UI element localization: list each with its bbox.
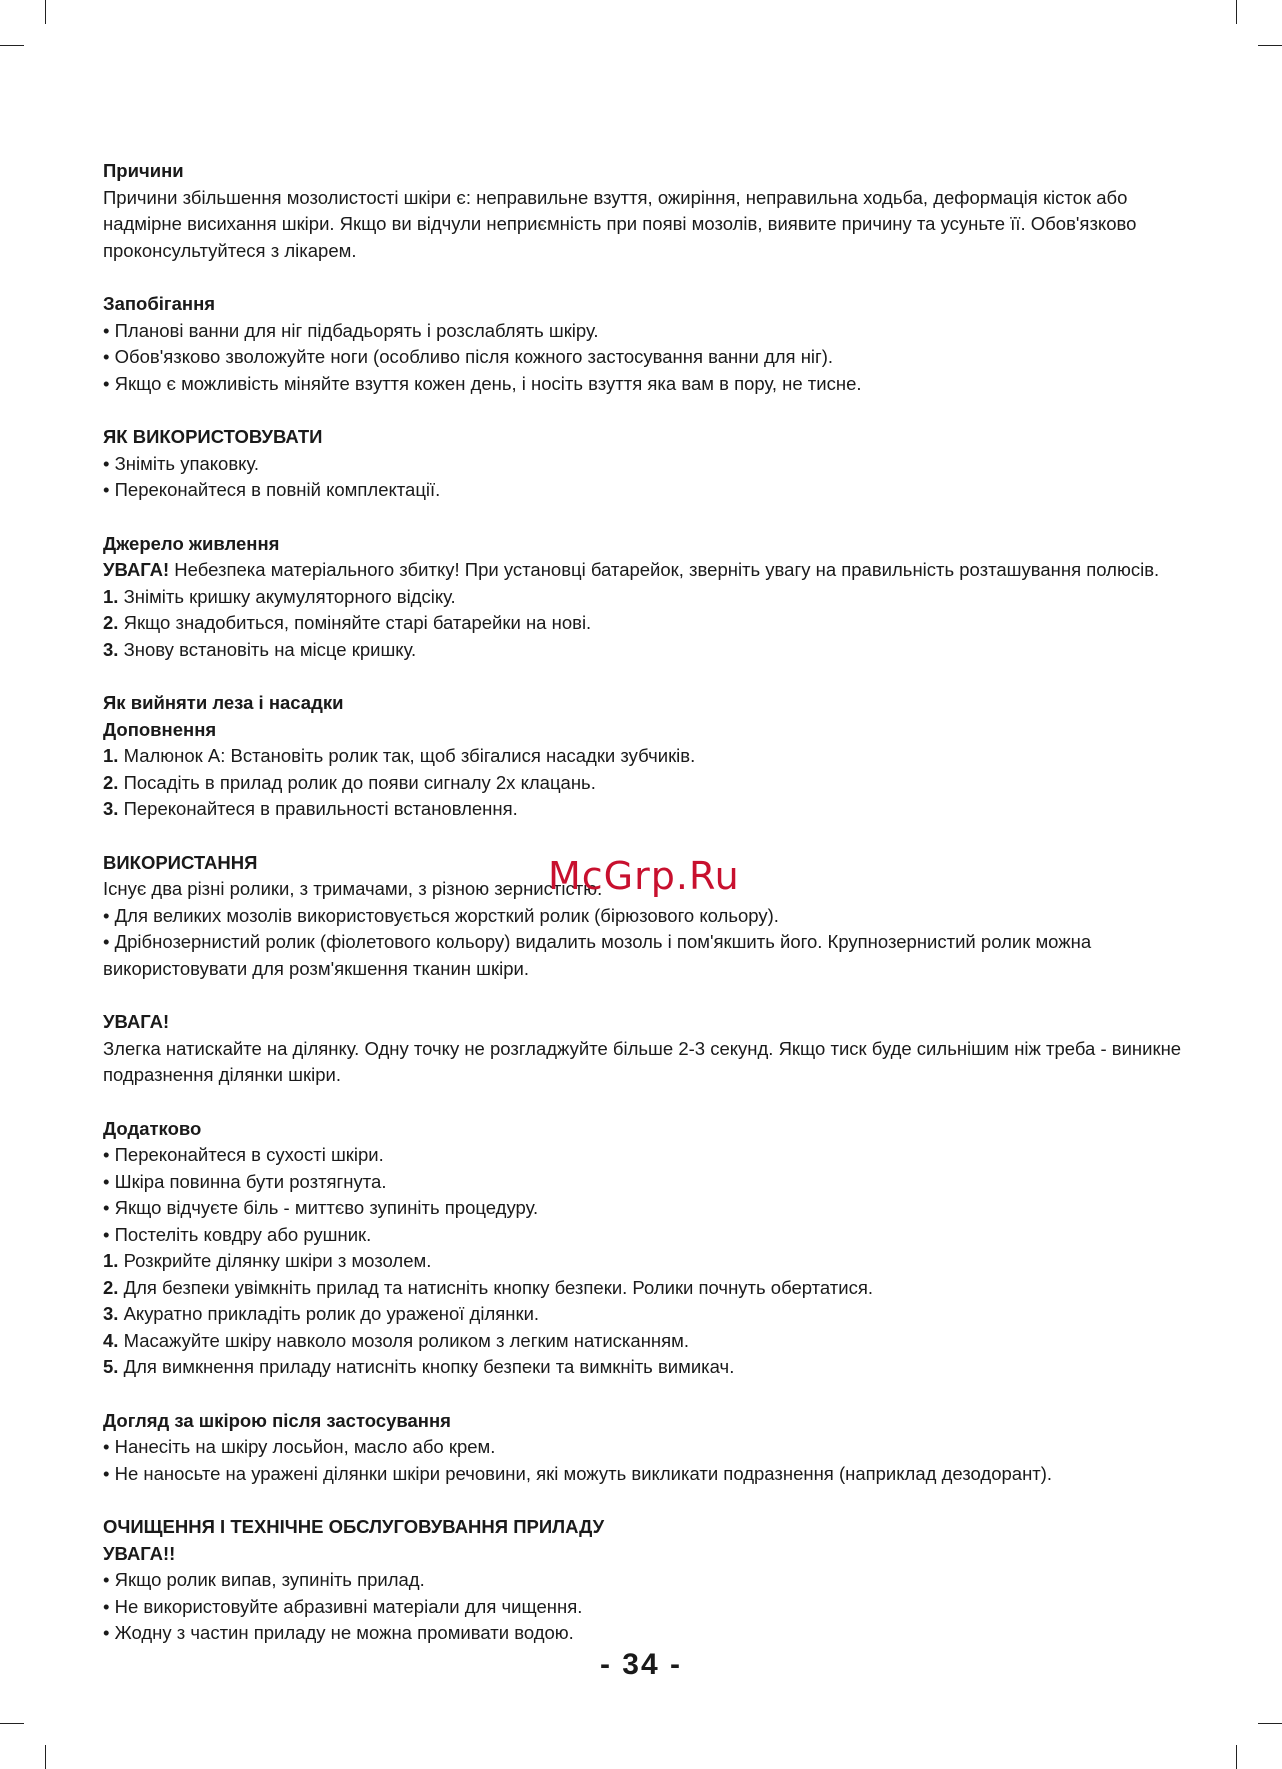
paragraph: Злегка натискайте на ділянку. Одну точку не розгладжуйте більше 2-3 секунд. Якщо тиск буде сильнішим ніж треба - виникне подразнення ділянки шкіри.	[103, 1037, 1182, 1085]
item-marker: 1.	[103, 585, 119, 607]
crop-mark	[0, 1723, 24, 1724]
text-line: • Якщо є можливість міняйте взуття кожен день, і носіть взуття яка вам в пору, не тисне.	[103, 372, 862, 394]
item-marker: 2.	[103, 771, 119, 793]
item-text: Зніміть кришку акумуляторного відсіку.	[118, 585, 456, 607]
item-marker: 1.	[103, 745, 119, 766]
text-line: • Нанесіть на шкіру лосьйон, масло або крем.	[103, 1436, 496, 1457]
section-heading: ОЧИЩЕННЯ І ТЕХНІЧНЕ ОБСЛУГОВУВАННЯ ПРИЛАДУ	[103, 1516, 605, 1537]
numbered-item	[103, 743, 1183, 770]
section-heading: Додатково	[103, 1117, 202, 1139]
crop-mark	[45, 1745, 46, 1769]
item-text: Переконайтеся в правильності встановлення.	[118, 798, 518, 819]
section-gap	[103, 1381, 1183, 1408]
text-line: • Якщо ролик випав, зупиніть прилад.	[103, 1569, 425, 1590]
item-marker: УВАГА!	[103, 559, 170, 580]
text-line: • Переконайтеся в сухості шкіри.	[103, 1144, 384, 1165]
text-line: • Обов'язково зволожуйте ноги (особливо після кожного застосування ванни для ніг).	[103, 346, 834, 367]
section-gap	[103, 1089, 1183, 1116]
text-line: • Не використовуйте абразивні матеріали для чищення.	[103, 1595, 583, 1617]
numbered-item	[103, 1354, 1183, 1381]
text-line: • Зніміть упаковку.	[103, 452, 260, 474]
text-line: • Жодну з частин приладу не можна промивати водою.	[103, 1622, 574, 1643]
section-heading: Джерело живлення	[103, 532, 280, 554]
item-marker: 4.	[103, 1329, 119, 1351]
paragraph: Причини збільшення мозолистості шкіри є: неправильне взуття, ожиріння, неправильна ходьба, деформація кісток або надмірне висихання шкіри. Якщо ви відчули неприємність при появі мозолів, виявите причину та усуньте її. Обов'язково проконсультуйтеся з лікарем.	[103, 186, 1137, 261]
section-gap	[103, 264, 1183, 291]
crop-mark	[1236, 1745, 1237, 1769]
paragraph: • Дрібнозернистий ролик (фіолетового кольору) видалить мозоль і пом'якшить його. Крупнозернистий ролик можна використовувати для розм'якшення тканин шкіри.	[103, 931, 1092, 979]
item-marker: 3.	[103, 1303, 119, 1324]
section-heading: УВАГА!	[103, 1011, 170, 1032]
section-gap	[103, 397, 1183, 424]
item-marker: 2.	[103, 1276, 119, 1298]
text-line: • Планові ванни для ніг підбадьорять і розслаблять шкіру.	[103, 319, 599, 341]
crop-mark	[1236, 0, 1237, 24]
text-line: • Постеліть ковдру або рушник.	[103, 1223, 372, 1245]
item-text: Масажуйте шкіру навколо мозоля роликом з легким натисканням.	[118, 1329, 690, 1351]
watermark: McGrp.Ru	[548, 854, 740, 898]
section-heading: Доповнення	[103, 718, 217, 740]
crop-mark	[0, 45, 24, 46]
numbered-item	[103, 1301, 1183, 1328]
item-marker: 5.	[103, 1356, 119, 1377]
numbered-item	[103, 1328, 1183, 1355]
section-heading: УВАГА!!	[103, 1542, 176, 1564]
item-text: Малюнок А: Встановіть ролик так, щоб збігалися насадки зубчиків.	[118, 745, 696, 766]
numbered-item	[103, 796, 1183, 823]
numbered-item	[103, 584, 1183, 611]
numbered-item	[103, 610, 1183, 637]
section-heading: Причини	[103, 160, 184, 181]
numbered-item	[103, 557, 1183, 584]
section-gap	[103, 663, 1183, 690]
crop-mark	[1258, 1723, 1282, 1724]
text-line: • Якщо відчуєте біль - миттєво зупиніть процедуру.	[103, 1197, 539, 1218]
item-marker: 1.	[103, 1250, 119, 1271]
section-gap	[103, 1487, 1183, 1514]
section-heading: Як вийняти леза і насадки	[103, 692, 344, 713]
item-marker: 3.	[103, 798, 119, 819]
text-line: • Шкіра повинна бути розтягнута.	[103, 1170, 387, 1192]
item-marker: 2.	[103, 612, 119, 633]
text-line: • Не наносьте на уражені ділянки шкіри речовини, які можуть викликати подразнення (наприклад дезодорант).	[103, 1462, 1053, 1484]
numbered-item	[103, 1248, 1183, 1275]
item-text: Розкрийте ділянку шкіри з мозолем.	[118, 1250, 432, 1271]
text-line: • Переконайтеся в повній комплектації.	[103, 479, 441, 500]
text-line: Існує два різні ролики, з тримачами, з різною зернистістю.	[103, 878, 603, 899]
item-text: Акуратно прикладіть ролик до ураженої ділянки.	[118, 1303, 540, 1324]
section-gap	[103, 823, 1183, 850]
numbered-item	[103, 770, 1183, 797]
numbered-item	[103, 637, 1183, 664]
item-marker: 3.	[103, 638, 119, 660]
crop-mark	[45, 0, 46, 24]
item-text: Знову встановіть на місце кришку.	[118, 638, 417, 660]
section-gap	[103, 504, 1183, 531]
item-text: Небезпека матеріального збитку! При установці батарейок, зверніть увагу на правильність розташування полюсів.	[169, 559, 1160, 580]
numbered-item	[103, 1275, 1183, 1302]
page-number: - 34 -	[599, 1648, 683, 1681]
crop-mark	[1258, 45, 1282, 46]
section-heading: Догляд за шкірою після застосування	[103, 1409, 451, 1431]
section-gap	[103, 982, 1183, 1009]
item-text: Для безпеки увімкніть прилад та натисніть кнопку безпеки. Ролики почнуть обертатися.	[118, 1276, 873, 1298]
item-text: Якщо знадобиться, поміняйте старі батарейки на нові.	[118, 612, 592, 633]
section-heading: ВИКОРИСТАННЯ	[103, 851, 258, 873]
item-text: Для вимкнення приладу натисніть кнопку безпеки та вимкніть вимикач.	[118, 1356, 735, 1377]
text-line: • Для великих мозолів використовується жорсткий ролик (бірюзового кольору).	[103, 904, 779, 926]
section-heading: Запобігання	[103, 293, 216, 314]
item-text: Посадіть в прилад ролик до появи сигналу 2х клацань.	[118, 771, 596, 793]
section-heading: ЯК ВИКОРИСТОВУВАТИ	[103, 426, 323, 447]
document-body	[103, 158, 1183, 1647]
